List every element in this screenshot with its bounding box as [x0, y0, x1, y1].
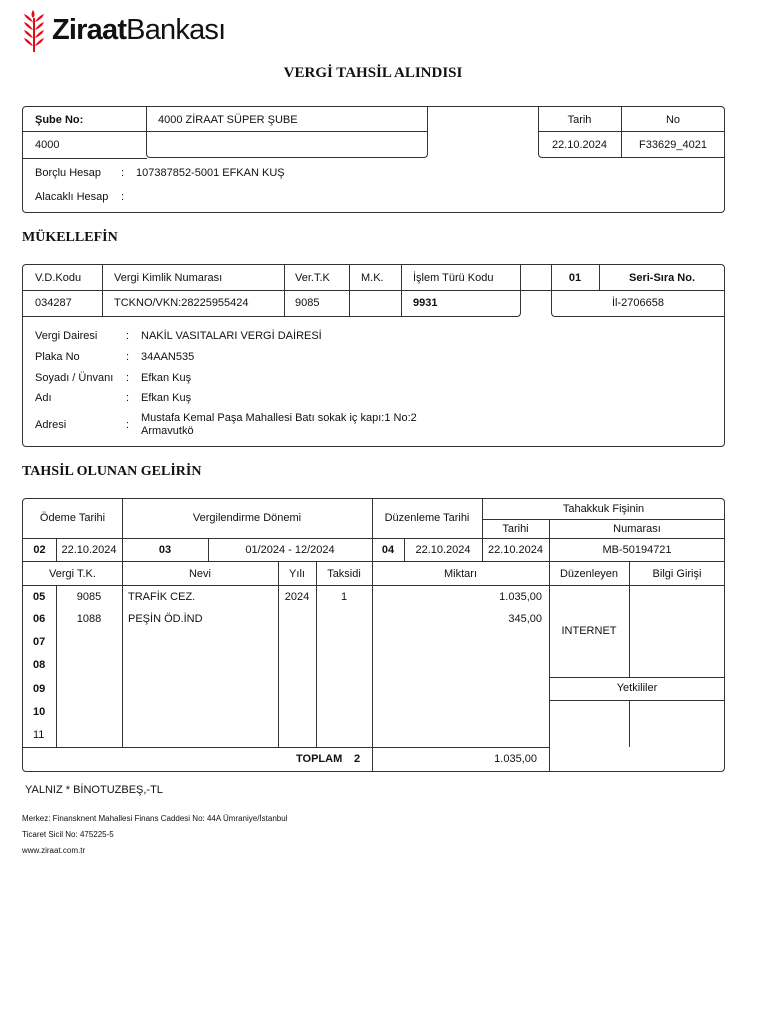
field-colon: : [126, 330, 130, 342]
row-code: 11 [33, 729, 45, 741]
vertk: 9085 [295, 297, 320, 309]
brand-name-regular: Bankası [126, 14, 226, 46]
fisin-label: Tahakkuk Fişinin [562, 503, 645, 515]
sube-no: 4000 [35, 139, 60, 151]
col-nevi: Nevi [188, 568, 211, 580]
islem-label: İşlem Türü Kodu [413, 272, 494, 284]
field-colon: : [126, 372, 130, 384]
toplam-value: 1.035,00 [494, 753, 537, 765]
borclu-colon: : [121, 167, 125, 179]
brand-name-bold: Ziraat [52, 14, 127, 46]
code-04: 04 [381, 544, 395, 556]
row-miktar: 345,00 [508, 613, 542, 625]
row-code: 10 [33, 706, 46, 718]
footer-sicil: Ticaret Sicil No: 475225-5 [22, 830, 114, 839]
footer-web[interactable]: www.ziraat.com.tr [22, 846, 86, 855]
fis-numarasi: MB-50194721 [602, 544, 672, 556]
row-code: 09 [33, 683, 46, 695]
toplam-count: 2 [354, 753, 361, 765]
fis-tarihi-label: Tarihi [502, 523, 529, 535]
toplam-label: TOPLAM [296, 753, 343, 765]
field-label: Adresi [35, 419, 67, 431]
page-title: VERGİ TAHSİL ALINDISI [283, 65, 463, 81]
row-nevi: PEŞİN ÖD.İND [128, 613, 203, 625]
sube-label: Şube No: [35, 114, 84, 126]
no-label: No [665, 114, 681, 126]
field-label: Plaka No [35, 351, 80, 363]
code-03: 03 [158, 544, 172, 556]
borclu-label: Borçlu Hesap [35, 167, 102, 179]
plaka-no: 34AAN535 [141, 351, 195, 363]
tarih-value: 22.10.2024 [551, 139, 608, 151]
seri-code: 01 [568, 272, 582, 284]
vd-kodu-label: V.D.Kodu [35, 272, 82, 284]
vkn: TCKNO/VKN:28225955424 [114, 297, 249, 309]
yetkililer-label: Yetkililer [616, 682, 658, 694]
seri-label: Seri-Sıra No. [628, 272, 696, 284]
sube-name: 4000 ZİRAAT SÜPER ŞUBE [158, 114, 298, 126]
row-vergitk: 1088 [76, 613, 102, 625]
field-label: Adı [35, 392, 52, 404]
vergilendirme-donemi: 01/2024 - 12/2024 [245, 544, 335, 556]
no-value: F33629_4021 [639, 139, 707, 151]
row-code: 08 [33, 659, 46, 671]
row-code: 05 [33, 591, 46, 603]
code-02: 02 [33, 544, 46, 556]
vkn-label: Vergi Kimlik Numarası [114, 272, 223, 284]
borclu-value: 107387852-5001 EFKAN KUŞ [136, 167, 285, 179]
footer-merkez: Merkez: Finansknent Mahallesi Finans Caddesi No: 44A Ümraniye/İstanbul [22, 814, 288, 823]
sube-name-cell [146, 131, 428, 158]
fis-tarihi: 22.10.2024 [487, 544, 544, 556]
vergi-dairesi: NAKİL VASITALARI VERGİ DAİRESİ [141, 330, 322, 342]
field-colon: : [126, 419, 130, 431]
row-nevi: TRAFİK CEZ. [128, 591, 196, 603]
vd-kodu: 034287 [35, 297, 72, 309]
odeme-tarihi: 22.10.2024 [61, 544, 117, 556]
row-yili: 2024 [284, 591, 310, 603]
brand-name [52, 12, 225, 48]
col-miktari: Miktarı [444, 568, 477, 580]
seri-value: İl-2706658 [612, 297, 664, 309]
tarih-label: Tarih [567, 114, 592, 126]
mk-label: M.K. [361, 272, 384, 284]
adi: Efkan Kuş [141, 392, 192, 404]
row-taksidi: 1 [340, 591, 348, 603]
duzenleme-tarihi: 22.10.2024 [415, 544, 471, 556]
adres-line-1: Mustafa Kemal Paşa Mahallesi Batı sokak iç kapı:1 No:2 [141, 412, 417, 424]
field-colon: : [126, 392, 130, 404]
gelir-section-title: TAHSİL OLUNAN GELİRİN [22, 464, 202, 479]
col-duzenleyen: Düzenleyen [559, 568, 619, 580]
row-code: 06 [33, 613, 46, 625]
donem-label: Vergilendirme Dönemi [192, 512, 302, 524]
fis-numarasi-label: Numarası [613, 523, 661, 535]
vertk-label: Ver.T.K [295, 272, 330, 284]
field-label: Soyadı / Ünvanı [35, 372, 114, 384]
row-code: 07 [33, 636, 46, 648]
mukellef-section-title: MÜKELLEFİN [22, 230, 118, 245]
duzenleyen-value: INTERNET [561, 625, 617, 637]
alacakli-colon: : [121, 191, 125, 203]
ziraat-logo-icon [22, 8, 46, 54]
field-colon: : [126, 351, 130, 363]
col-taksidi: Taksidi [327, 568, 361, 580]
odeme-label: Ödeme Tarihi [39, 512, 106, 524]
field-label: Vergi Dairesi [35, 330, 98, 342]
col-bilgi-girisi: Bilgi Girişi [652, 568, 702, 580]
soyadi: Efkan Kuş [141, 372, 192, 384]
adres-line-2: Armavutkö [141, 425, 194, 437]
col-yili: Yılı [289, 568, 305, 580]
col-vergitk: Vergi T.K. [49, 568, 96, 580]
alacakli-label: Alacaklı Hesap [35, 191, 109, 203]
duzenleme-label: Düzenleme Tarihi [384, 512, 470, 524]
yalniz-text: YALNIZ * BİNOTUZBEŞ,-TL [25, 784, 163, 796]
row-vergitk: 9085 [76, 591, 102, 603]
row-miktar: 1.035,00 [499, 591, 542, 603]
islem: 9931 [413, 297, 438, 309]
